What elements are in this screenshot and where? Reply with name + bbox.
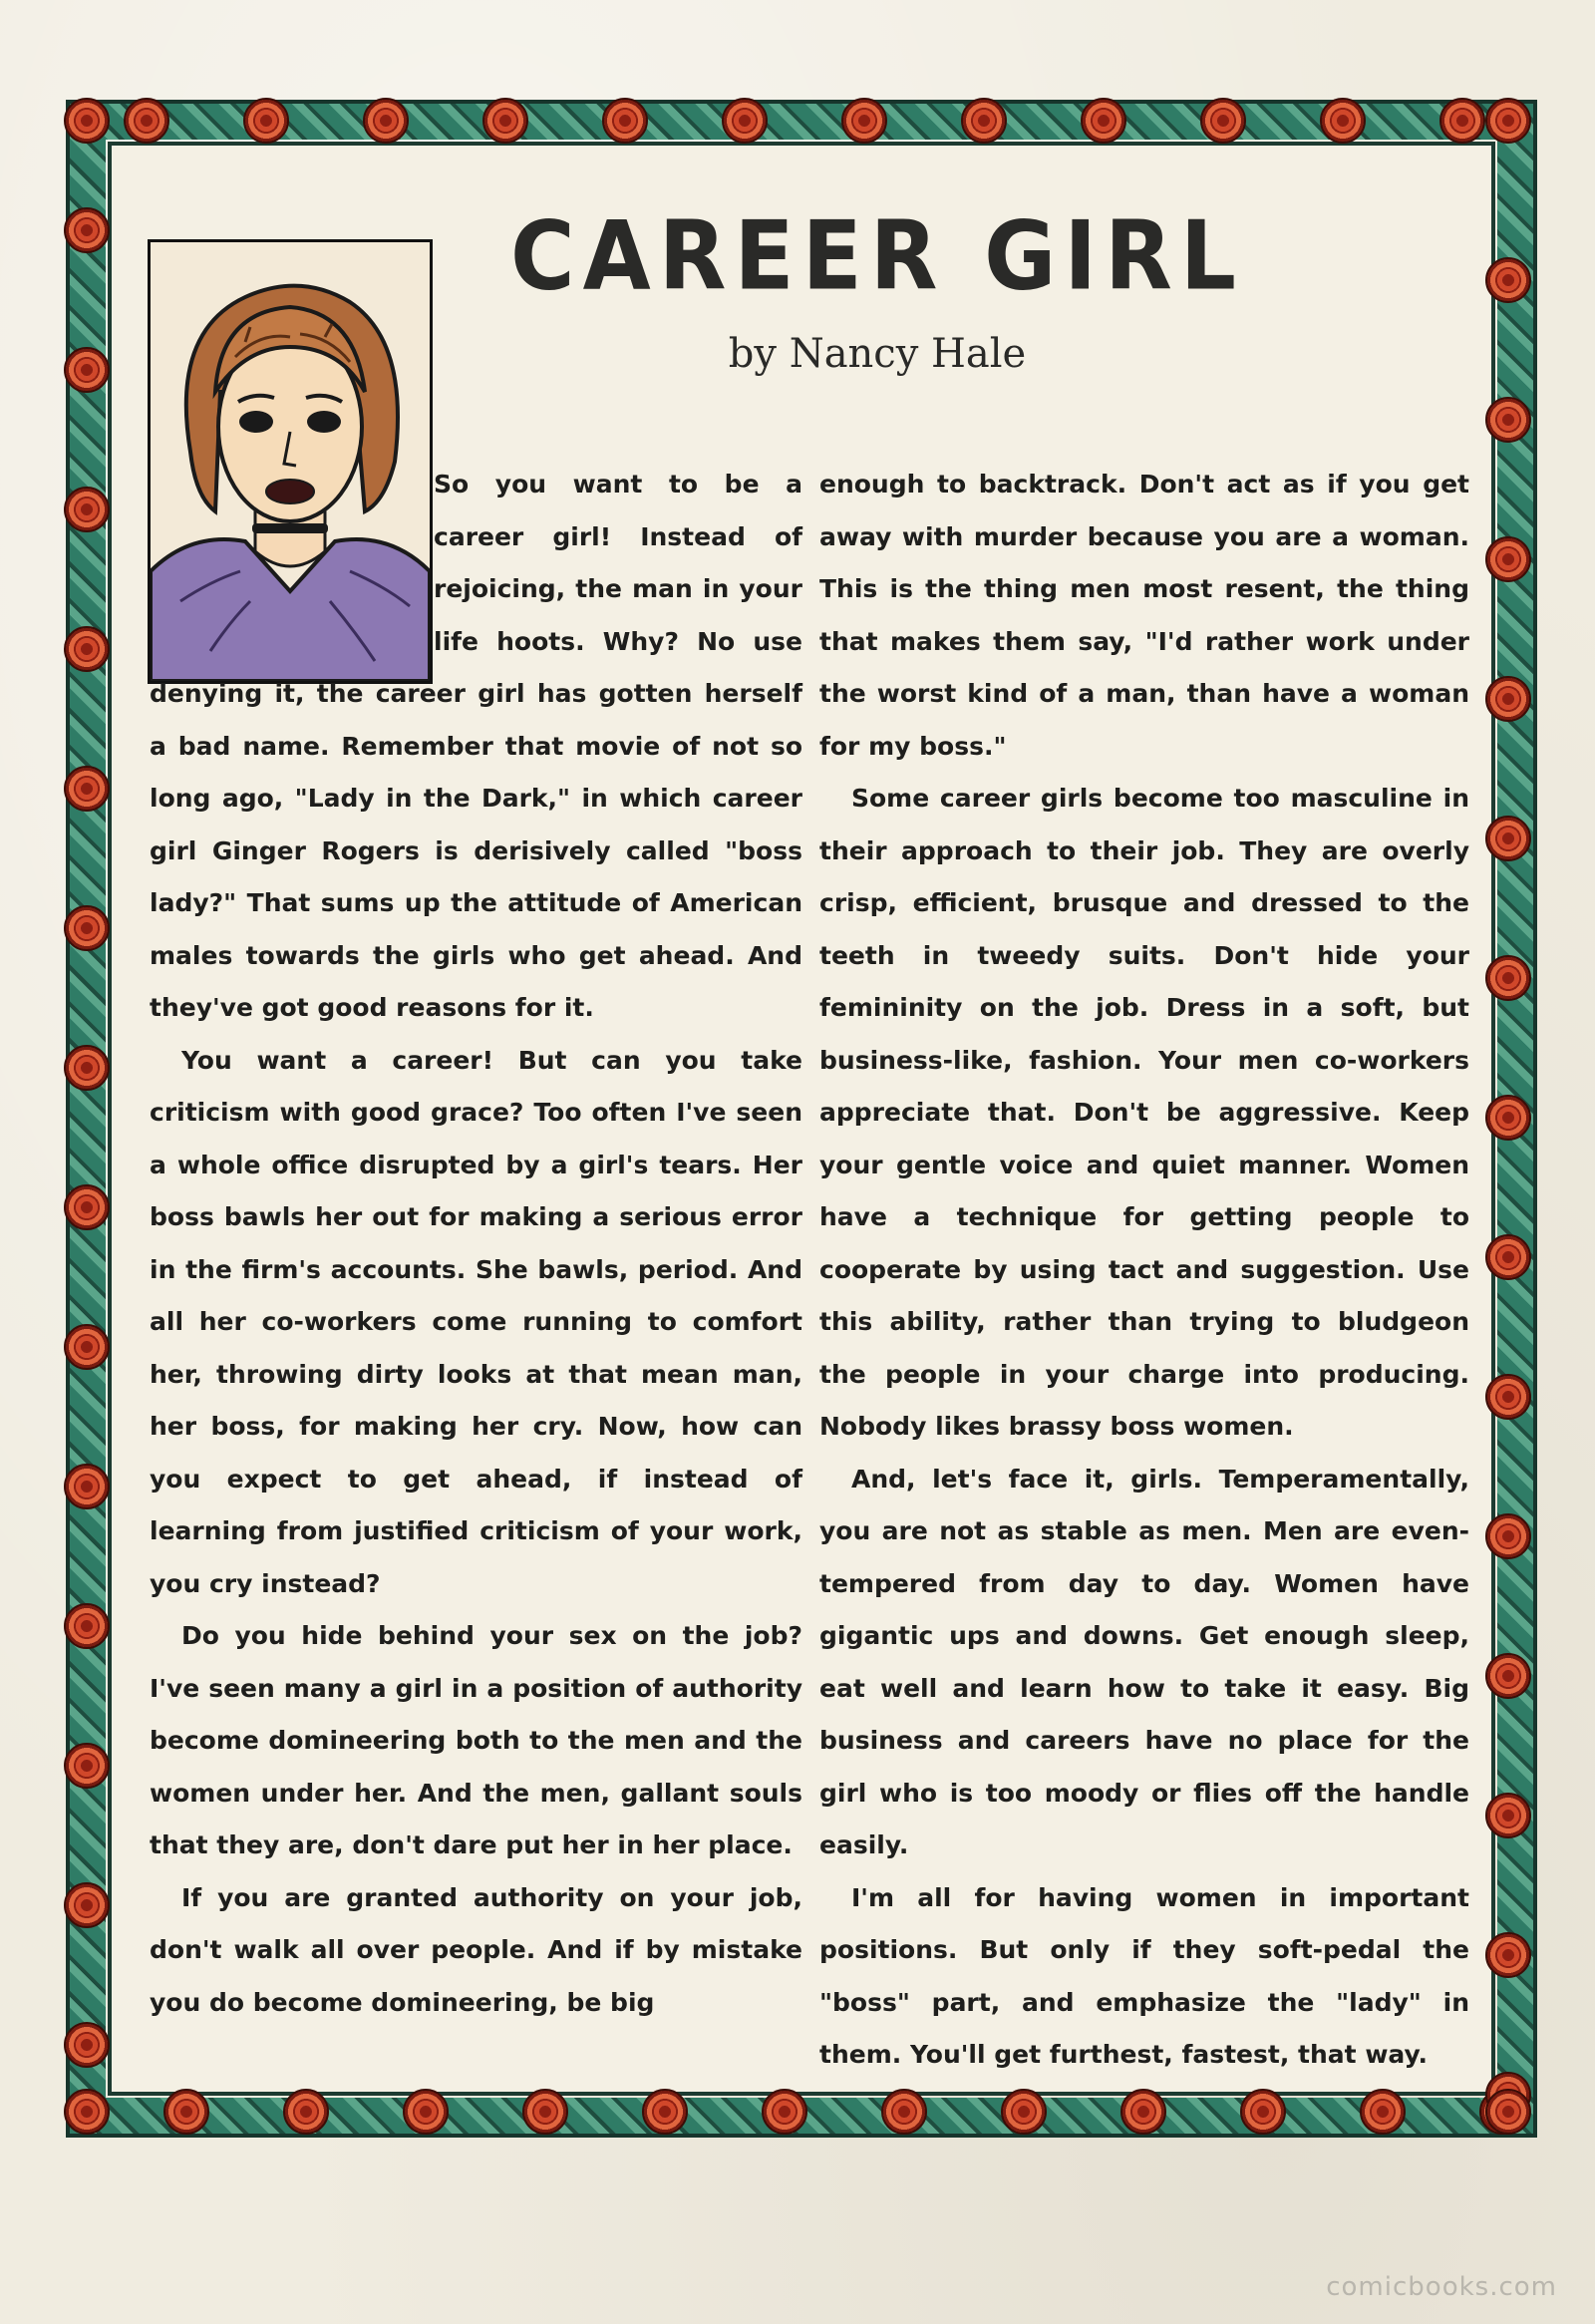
rose-ornament — [1200, 98, 1246, 144]
rose-ornament — [64, 626, 110, 672]
paragraph: If you are granted authority on your job, don't walk all over people. And if by mistake you do become domineering, be big — [150, 1882, 802, 2017]
rose-ornament — [1081, 98, 1126, 144]
rose-ornament — [403, 2089, 449, 2135]
portrait-spacer — [150, 459, 434, 668]
rose-ornament — [1485, 1932, 1531, 1978]
rose-ornament — [64, 487, 110, 532]
rose-ornament — [1485, 536, 1531, 582]
rose-ornament — [64, 905, 110, 951]
rose-ornament — [64, 1882, 110, 1928]
rose-ornament — [961, 98, 1007, 144]
rose-ornament — [163, 2089, 209, 2135]
rose-ornament — [1001, 2089, 1047, 2135]
rose-ornament — [1240, 2089, 1286, 2135]
paragraph: And, let's face it, girls. Temperamentally, you are not as stable as men. Men are even-tempered from day to day. Women have gigantic ups and downs. Get enough sleep, eat well and learn how to take it easy. Big business and careers have no place for the girl who is too moody or flies off the handle easily. — [819, 1464, 1469, 1859]
rose-ornament — [482, 98, 528, 144]
rose-ornament — [124, 98, 169, 144]
rose-ornament — [1485, 1653, 1531, 1699]
rose-ornament — [522, 2089, 568, 2135]
rose-ornament — [64, 347, 110, 393]
rose-ornament — [1120, 2089, 1166, 2135]
rose-ornament — [1485, 2089, 1531, 2135]
paragraph: I'm all for having women in important positions. But only if they soft-pedal the "boss" part, and emphasize the "lady" in them. You'll get furthest, fastest, that way. — [819, 1882, 1469, 2069]
rose-ornament — [64, 98, 110, 144]
site-watermark: comicbooks.com — [1326, 2272, 1557, 2302]
rose-ornament — [1485, 98, 1531, 144]
rose-ornament — [1485, 1513, 1531, 1559]
rose-ornament — [642, 2089, 688, 2135]
paragraph: So you want to be a career girl! Instead of rejoicing, the man in your life hoots. Why? No use denying it, the career girl has gotten herself a bad name. Remember that movie of not so long ago, "Lady in the Dark," in which career girl Ginger Rogers is derisively called "boss lady?" That sums up the attitude of American males towards the girls who get ahead. And they've got good reasons for it. — [150, 470, 802, 1022]
paragraph: Some career girls become too masculine in their approach to their job. They are overly crisp, efficient, brusque and dressed to the teeth in tweedy suits. Don't hide your femininity on the job. Dress in a soft, but business-like, fashion. Your men co-workers appreciate that. Don't be aggressive. Keep your gentle voice and quiet manner. Women have a technique for getting people to cooperate by using tact and suggestion. Use this ability, rather than trying to bludgeon the people in your charge into producing. Nobody likes brassy boss women. — [819, 784, 1469, 1441]
rose-ornament — [64, 1324, 110, 1370]
rose-ornament — [64, 2089, 110, 2135]
rose-ornament — [64, 1184, 110, 1230]
paragraph: enough to backtrack. Don't act as if you get away with murder because you are a woman. This is the thing men most resent, the thing that makes them say, "I'd rather work under the worst kind of a man, than have a woman for my boss." — [819, 470, 1469, 761]
rose-ornament — [1485, 1095, 1531, 1141]
left-column — [150, 459, 802, 2029]
rose-ornament — [1485, 1374, 1531, 1420]
rose-ornament — [1485, 1234, 1531, 1280]
rose-ornament — [363, 98, 409, 144]
rose-ornament — [243, 98, 289, 144]
paragraph: Do you hide behind your sex on the job? I've seen many a girl in a position of authority become domineering both to the men and the women under her. And the men, gallant souls that they are, don't dare put her in her place. — [150, 1621, 802, 1859]
rose-ornament — [64, 1045, 110, 1091]
rose-ornament — [1485, 676, 1531, 722]
rose-ornament — [64, 207, 110, 253]
rose-ornament — [1485, 397, 1531, 443]
rose-ornament — [64, 1464, 110, 1509]
rose-ornament — [64, 766, 110, 812]
rose-ornament — [841, 98, 887, 144]
rose-ornament — [1485, 816, 1531, 861]
rose-ornament — [1485, 955, 1531, 1001]
rose-ornament — [1360, 2089, 1406, 2135]
rose-ornament — [64, 2022, 110, 2068]
rose-ornament — [1485, 257, 1531, 303]
article-byline: by Nancy Hale — [728, 331, 1027, 377]
rose-ornament — [283, 2089, 329, 2135]
rose-ornament — [64, 1603, 110, 1649]
rose-ornament — [881, 2089, 927, 2135]
rose-ornament — [1320, 98, 1366, 144]
rose-ornament — [1439, 98, 1485, 144]
rose-ornament — [1485, 1793, 1531, 1838]
rose-ornament — [722, 98, 768, 144]
rose-ornament — [64, 1743, 110, 1789]
article-title: CAREER GIRL — [510, 199, 1244, 312]
paragraph: You want a career! But can you take criticism with good grace? Too often I've seen a whole office disrupted by a girl's tears. Her boss bawls her out for making a serious error in the firm's accounts. She bawls, period. And all her co-workers come running to comfort her, throwing dirty looks at that mean man, her boss, for making her cry. Now, how can you expect to get ahead, if instead of learning from justified criticism of your work, you cry instead? — [150, 1045, 802, 1598]
rose-ornament — [602, 98, 648, 144]
right-column — [819, 459, 1469, 2082]
rose-ornament — [762, 2089, 807, 2135]
